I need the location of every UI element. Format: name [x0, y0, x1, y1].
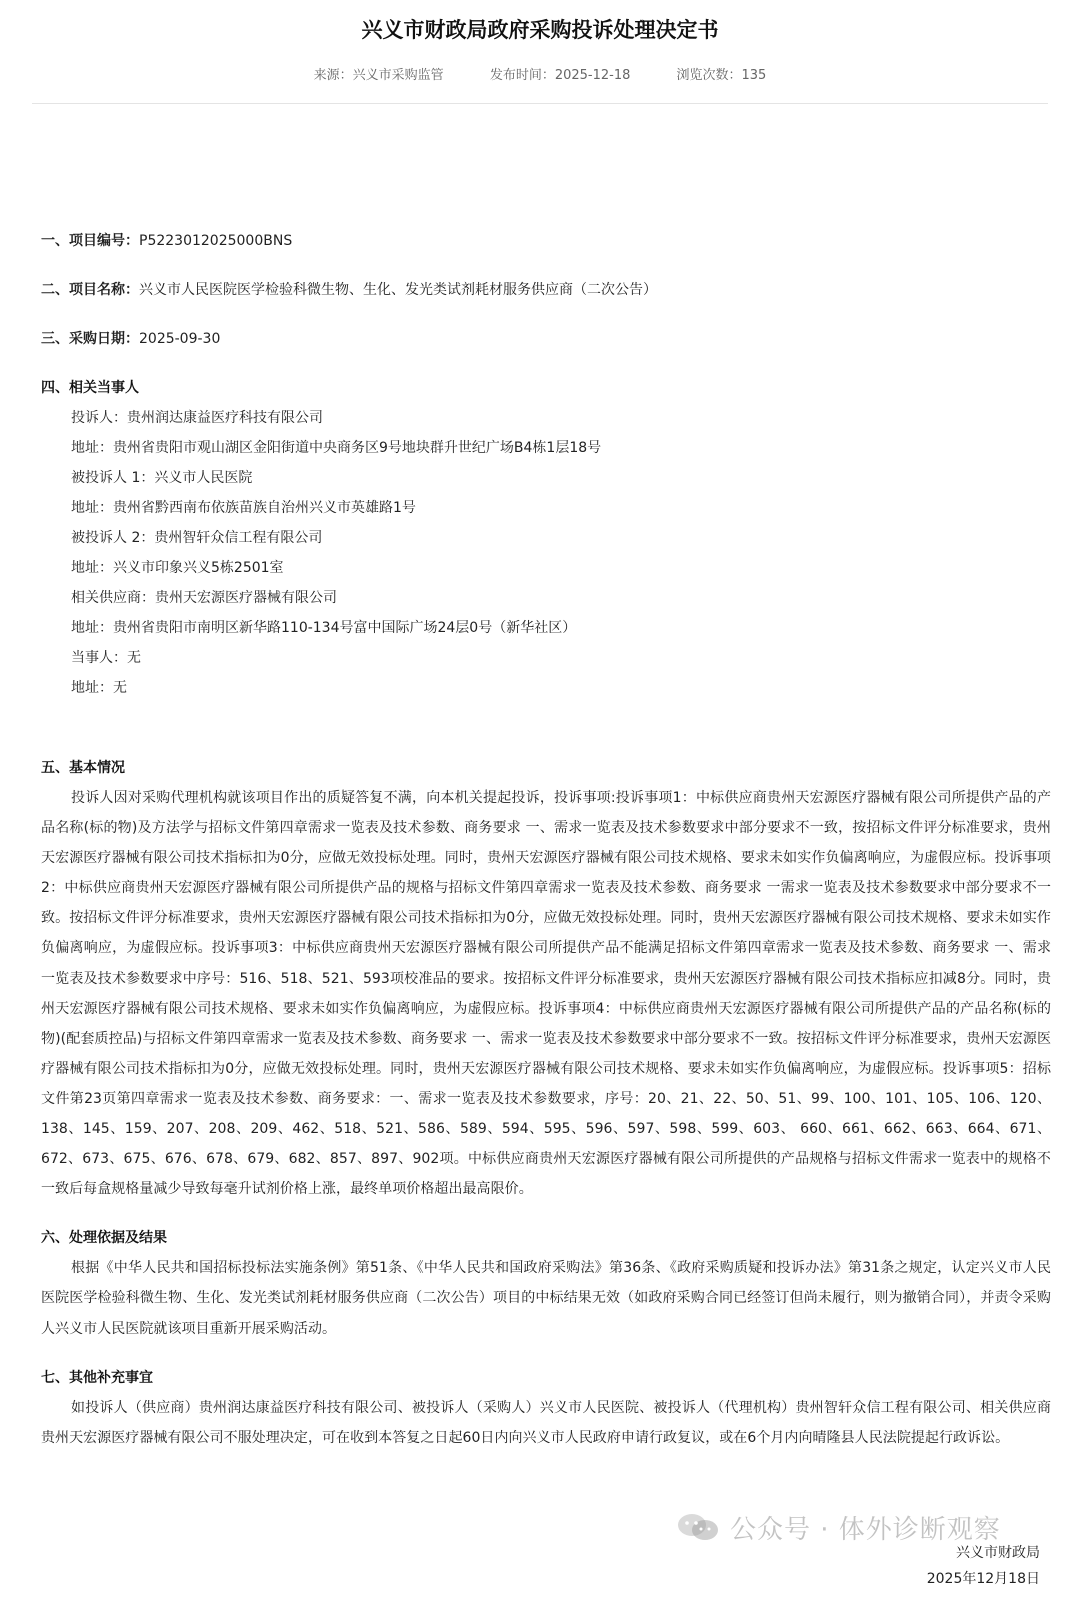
section-other-heading: 七、其他补充事宜: [41, 1369, 153, 1386]
party-line: 地址：贵州省贵阳市观山湖区金阳街道中央商务区9号地块群升世纪广场B4栋1层18号: [71, 440, 602, 456]
party-line: 相关供应商：贵州天宏源医疗器械有限公司: [71, 590, 337, 606]
article-meta: [0, 64, 1080, 83]
source-label: 来源：兴义市采购监管: [313, 68, 444, 83]
wechat-watermark: [676, 1507, 1001, 1547]
section-project-name: [41, 275, 1051, 305]
party-line: 被投诉人 1：兴义市人民医院: [71, 470, 253, 486]
party-line: 当事人：无: [71, 650, 141, 666]
wechat-icon: [676, 1512, 720, 1542]
party-line: 地址：无: [71, 680, 127, 696]
section-project-number: [41, 226, 1051, 256]
signature-org: 兴义市财政局: [956, 1545, 1040, 1561]
party-line: 地址：贵州省贵阳市南明区新华路110-134号富中国际广场24层0号（新华社区）: [71, 620, 577, 636]
project-number-label: 一、项目编号：: [41, 233, 139, 249]
project-number-value: P5223012025000BNS: [139, 233, 293, 249]
publish-date: 发布时间：2025-12-18: [489, 68, 631, 83]
section-basic-heading: 五、基本情况: [41, 760, 125, 776]
result-text: 根据《中华人民共和国招标投标法实施条例》第51条、《中华人民共和国政府采购法》第36条、《政府采购质疑和投诉办法》第31条之规定，认定兴义市人民医院医学检验科微生物、生化、发光类试剂耗材服务供应商（二次公告）项目的中标结果无效（如政府采购合同已经签订但尚未履行，则为撤销合同），并责令采购人兴义市人民医院就该项目重新开展采购活动。: [41, 1260, 1051, 1337]
section-parties-heading: 四、相关当事人: [41, 380, 139, 396]
purchase-date-value: 2025-09-30: [139, 331, 221, 347]
view-count: 浏览次数：135: [676, 68, 767, 83]
party-line: 投诉人：贵州润达康益医疗科技有限公司: [71, 410, 323, 426]
project-name-value: 兴义市人民医院医学检验科微生物、生化、发光类试剂耗材服务供应商（二次公告）: [139, 282, 657, 298]
party-line: 地址：贵州省黔西南布依族苗族自治州兴义市英雄路1号: [71, 500, 416, 516]
party-line: 被投诉人 2：贵州智轩众信工程有限公司: [71, 530, 323, 546]
document-body: [41, 226, 1051, 1453]
page-title: 兴义市财政局政府采购投诉处理决定书: [361, 18, 719, 42]
watermark-text: 公众号 · 体外诊断观察: [730, 1514, 1001, 1545]
basic-situation-text: 投诉人因对采购代理机构就该项目作出的质疑答复不满，向本机关提起投诉，投诉事项:投诉事项1：中标供应商贵州天宏源医疗器械有限公司所提供产品的产品名称(标的物)及方法学与招标文件第四章需求一览表及技术参数、商务要求 一、需求一览表及技术参数要求中部分要求不一致，按招标文件评分标准要求，贵州天宏源医疗器械有限公司技术指标扣为0分，应做无效投标处理。同时，贵州天宏源医疗器械有限公司技术规格、要求未如实作负偏离响应，为虚假应标。投诉事项2：中标供应商贵州天宏源医疗器械有限公司所提供产品的规格与招标文件第四章需求一览表及技术参数、商务要求 一需求一览表及技术参数要求中部分要求不一致。按招标文件评分标准要求，贵州天宏源医疗器械有限公司技术指标扣为0分，应做无效投标处理。同时，贵州天宏源医疗器械有限公司技术规格、要求未如实作负偏离响应，为虚假应标。投诉事项3：中标供应商贵州天宏源医疗器械有限公司所提供产品不能满足招标文件第四章需求一览表及技术参数、商务要求 一、需求一览表及技术参数要求中序号：516、518、521、593项校准品的要求。按招标文件评分标准要求，贵州天宏源医疗器械有限公司技术指标应扣减8分。同时，贵州天宏源医疗器械有限公司技术规格、要求未如实作负偏离响应，为虚假应标。投诉事项4：中标供应商贵州天宏源医疗器械有限公司所提供产品的产品名称(标的物)(配套质控品)与招标文件第四章需求一览表及技术参数、商务要求 一、需求一览表及技术参数要求中部分要求不一致。按招标文件评分标准要求，贵州天宏源医疗器械有限公司技术指标扣为0分，应做无效投标处理。同时，贵州天宏源医疗器械有限公司技术规格、要求未如实作负偏离响应，为虚假应标。投诉事项5：招标文件第23页第四章需求一览表及技术参数、商务要求：一、需求一览表及技术参数要求，序号：20、21、22、50、51、99、100、101、105、106、120、138、145、159、207、208、209、462、518、521、586、589、594、595、596、597、598、599、603、 660、661、662、663、664、671、672、673、675、676、678、679、682、857、897、902项。中标供应商贵州天宏源医疗器械有限公司所提供的产品规格与招标文件需求一览表中的规格不一致后每盒规格量减少导致每毫升试剂价格上涨，最终单项价格超出最高限价。: [41, 790, 1051, 1198]
purchase-date-label: 三、采购日期：: [41, 331, 139, 347]
signature-date: 2025年12月18日: [926, 1571, 1040, 1587]
section-result-heading: 六、处理依据及结果: [41, 1230, 167, 1247]
header-divider: [32, 103, 1048, 104]
party-line: 地址：兴义市印象兴义5栋2501室: [71, 560, 284, 576]
project-name-label: 二、项目名称：: [41, 282, 139, 298]
section-purchase-date: [41, 324, 1051, 354]
other-text: 如投诉人（供应商）贵州润达康益医疗科技有限公司、被投诉人（采购人）兴义市人民医院、被投诉人（代理机构）贵州智轩众信工程有限公司、相关供应商贵州天宏源医疗器械有限公司不服处理决定，可在收到本答复之日起60日内向兴义市人民政府申请行政复议，或在6个月内向晴隆县人民法院提起行政诉讼。: [41, 1399, 1051, 1446]
